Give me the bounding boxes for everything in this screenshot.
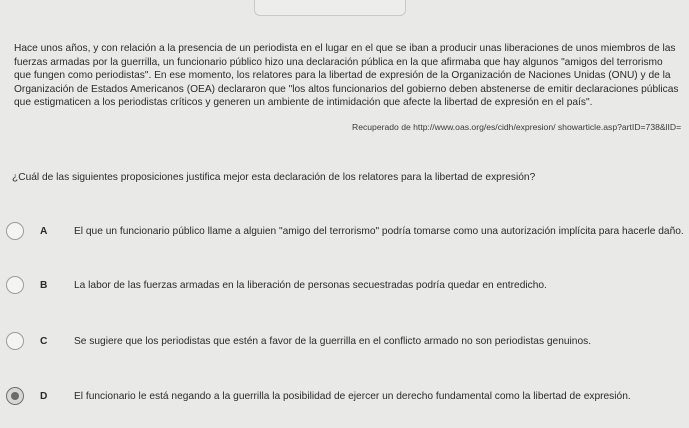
option-label: Se sugiere que los periodistas que estén a favor de la guerrilla en el conflicto armado no son periodistas genuinos. <box>74 335 592 347</box>
question-text: ¿Cuál de las siguientes proposiciones justifica mejor esta declaración de los relatores para la libertad de expresión? <box>12 172 536 183</box>
source-citation: Recuperado de http://www.oas.org/es/cidh/expresion/ showarticle.asp?artID=738&lID= <box>352 122 682 132</box>
option-d[interactable] <box>6 384 686 408</box>
radio-c[interactable] <box>6 332 24 350</box>
top-tab <box>254 0 406 16</box>
radio-selected-dot <box>11 392 19 400</box>
option-label: La labor de las fuerzas armadas en la liberación de personas secuestradas podría quedar en entredicho. <box>74 279 547 291</box>
radio-d[interactable] <box>6 387 24 405</box>
option-c[interactable] <box>6 329 686 353</box>
option-a[interactable] <box>6 219 686 243</box>
option-label: El que un funcionario público llame a alguien "amigo del terrorismo" podría tomarse como una autorización implícita para hacerle daño. <box>74 225 684 237</box>
radio-b[interactable] <box>6 276 24 294</box>
option-letter: C <box>40 335 48 347</box>
passage-text: Hace unos años, y con relación a la presencia de un periodista en el lugar en el que se iban a producir unas liberaciones de unos miembros de las fuerzas armadas por la guerrilla, un funcionario público hizo una declaración pública en la que afirmaba que hay algunos "amigos del terrorismo que fungen como periodistas". En ese momento, los relatores para la libertad de expresión de la Organización de Naciones Unidas (ONU) y de la Organización de Estados Americanos (OEA) declararon que "los altos funcionarios del gobierno deben abstenerse de emitir declaraciones públicas que estigmaticen a los periodistas críticos y generen un ambiente de intimidación que afecte la libertad de expresión en el país". <box>14 43 679 108</box>
radio-a[interactable] <box>6 222 24 240</box>
option-letter: B <box>40 279 48 291</box>
option-letter: A <box>40 225 48 237</box>
option-label: El funcionario le está negando a la guerrilla la posibilidad de ejercer un derecho fundamental como la libertad de expresión. <box>74 390 631 402</box>
option-b[interactable] <box>6 273 686 297</box>
option-letter: D <box>40 390 48 402</box>
